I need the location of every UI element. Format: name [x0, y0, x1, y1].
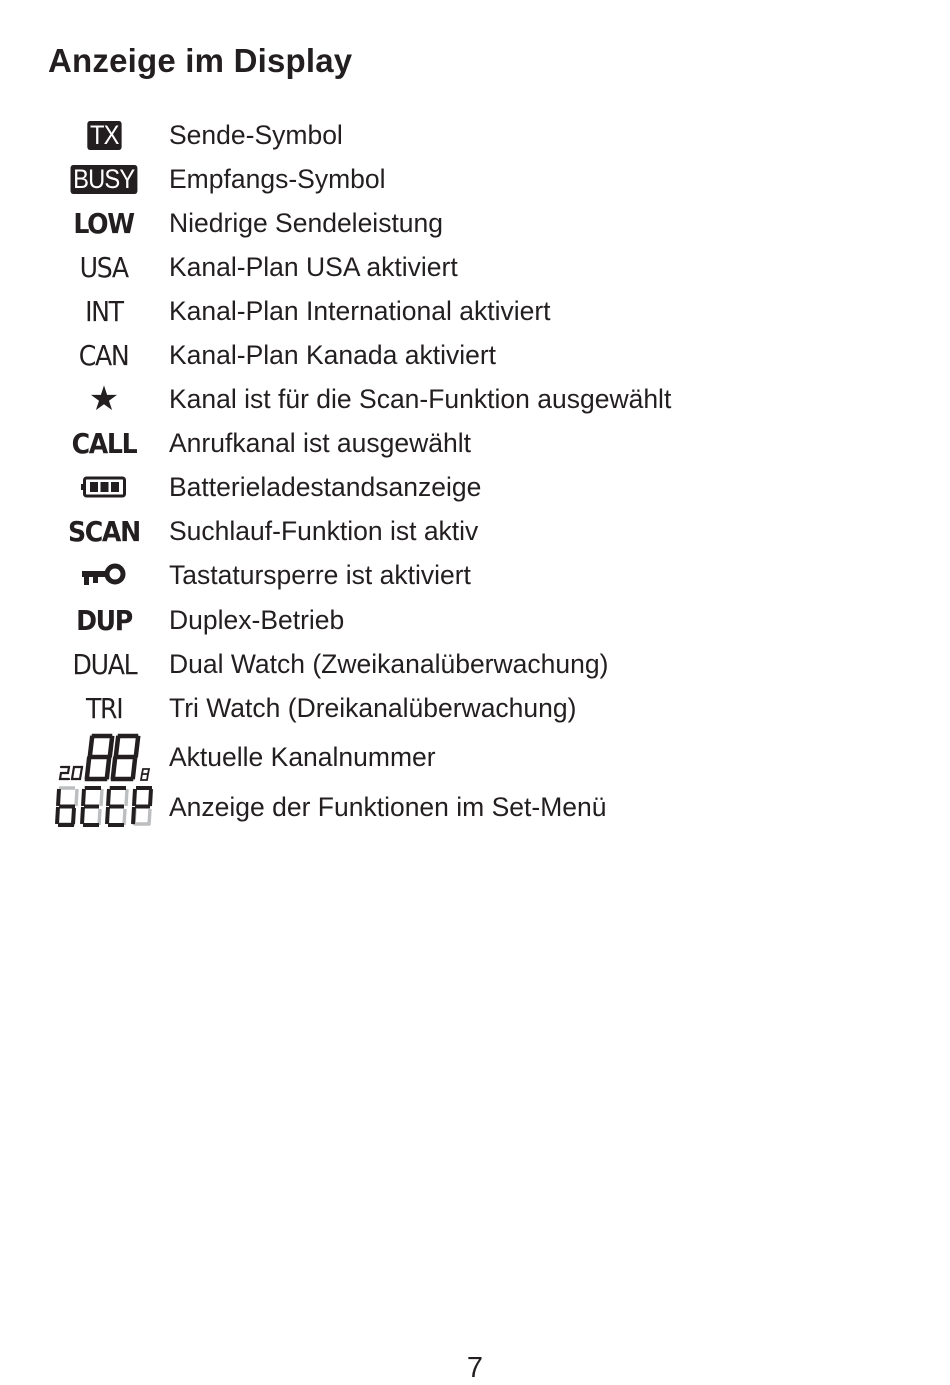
channel-number-segment-icon: [56, 731, 152, 783]
legend-row-can: [0, 333, 950, 377]
usa-channel-plan-icon: USA: [79, 250, 129, 284]
legend-row-busy: [0, 157, 950, 201]
legend-row-key-lock: [0, 553, 950, 597]
low-power-icon: LOW: [73, 206, 135, 240]
dual-watch-icon: DUAL: [72, 647, 136, 681]
key-lock-icon: [80, 563, 128, 587]
legend-description: Kanal-Plan USA aktiviert: [169, 252, 458, 282]
legend-description: Tri Watch (Dreikanalüberwachung): [169, 693, 577, 723]
legend-row-set-menu: [0, 785, 950, 829]
tri-watch-icon: TRI: [85, 691, 123, 725]
legend-row-call: [0, 421, 950, 465]
set-menu-segment-icon: [55, 785, 153, 829]
can-channel-plan-icon: CAN: [79, 338, 129, 372]
legend-description: Duplex-Betrieb: [169, 605, 345, 635]
legend-row-int: [0, 289, 950, 333]
legend-row-tri: [0, 686, 950, 730]
legend-description: Batterieladestandsanzeige: [169, 472, 482, 502]
page-number: 7: [466, 1352, 484, 1384]
int-channel-plan-icon: INT: [85, 294, 123, 328]
legend-row-battery: [0, 465, 950, 509]
page-title: Anzeige im Display: [48, 42, 353, 79]
legend-description: Kanal ist für die Scan-Funktion ausgewählt: [169, 384, 672, 414]
legend-description: Niedrige Sendeleistung: [169, 208, 444, 238]
scan-icon: SCAN: [68, 514, 140, 548]
legend-description: Anrufkanal ist ausgewählt: [169, 428, 471, 458]
busy-symbol-icon: BUSY: [71, 165, 137, 194]
legend-row-star: [0, 377, 950, 421]
legend-row-low: [0, 201, 950, 245]
star-icon: ★: [88, 379, 120, 419]
legend-row-dup: [0, 598, 950, 642]
legend-description: Sende-Symbol: [169, 120, 343, 150]
tx-symbol-icon: TX: [87, 121, 121, 150]
legend-description: Anzeige der Funktionen im Set-Menü: [169, 792, 607, 822]
legend-description: Dual Watch (Zweikanalüberwachung): [169, 649, 609, 679]
legend-row-dual: [0, 642, 950, 686]
legend-description: Tastatursperre ist aktiviert: [169, 560, 471, 590]
legend-row-scan: [0, 509, 950, 553]
battery-icon: [81, 476, 127, 498]
legend-description: Aktuelle Kanalnummer: [169, 742, 436, 772]
legend-description: Kanal-Plan Kanada aktiviert: [169, 340, 497, 370]
legend-description: Suchlauf-Funktion ist aktiv: [169, 516, 479, 546]
call-channel-icon: CALL: [71, 426, 137, 460]
legend-description: Empfangs-Symbol: [169, 164, 386, 194]
duplex-icon: DUP: [76, 603, 132, 637]
legend-row-channel-number: [0, 735, 950, 779]
legend-description: Kanal-Plan International aktiviert: [169, 296, 551, 326]
legend-row-tx: [0, 113, 950, 157]
legend-row-usa: [0, 245, 950, 289]
